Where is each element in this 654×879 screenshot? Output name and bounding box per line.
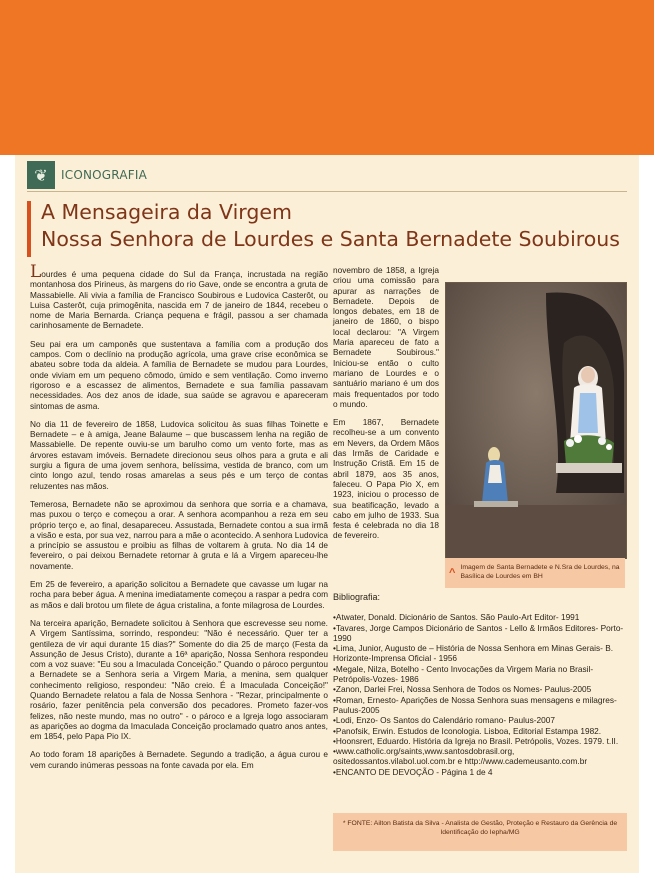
- bibliography: [333, 592, 627, 777]
- paragraph-8: novembro de 1858, a Igreja criou uma comissão para apurar as narrações de Bernadete. Depois de longos debates, em 18 de janeiro de 1860, o bispo local declarou: "A Virgem Maria apareceu de fato a Bernadete Soubirous." Iniciou-se então o culto mariano de Lourdes e o santuário mariano é um dos mais frequentados por todo o mundo.: [333, 265, 439, 409]
- paragraph-1-text: ourdes é uma pequena cidade do Sul da França, incrustada na região montanhosa dos Pirineus, às margens do rio Gave, onde se encontra a gruta de Massabielle. Ali vivia a família de Francisco Soubirous e Ludovica Casterôt, ou Luisa Casterôt, cuja primogênita, nascida em 7 de janeiro de 1844, recebeu o nome de Maria Bernarda. Criança pequena e frágil, passou a ser chamada carinhosamente de Bernadete.: [30, 269, 328, 331]
- section-label: ICONOGRAFIA: [61, 168, 147, 182]
- text-column-1: [30, 262, 328, 778]
- bibliography-item: •Megale, Nilza, Botelho - Cento Invocações da Virgem Maria no Brasil- Petrópolis-Vozes- 1986: [333, 663, 594, 685]
- photo-caption: [445, 558, 625, 588]
- bibliography-item: •Panofsik, Erwin. Estudos de Iconologia. Lisboa, Editorial Estampa 1982.: [333, 725, 602, 736]
- section-header: [27, 161, 147, 189]
- title-line-1: A Mensageira da Virgem: [41, 200, 292, 224]
- paragraph-7: Ao todo foram 18 aparições à Bernadete. Segundo a tradição, a água curou e vem curando inúmeras pessoas na fonte cavada por ela. Em: [30, 749, 328, 770]
- source-credit-text: * FONTE: Ailton Batista da Silva - Analista de Gestão, Proteção e Restauro da Gerência de Identificação do Iepha/MG: [342, 820, 618, 836]
- bibliography-item: •Roman, Ernesto- Aparições de Nossa Senhora suas mensagens e milagres- Paulus-2005: [333, 694, 617, 715]
- bibliography-item: •Lima, Junior, Augusto de – História de Nossa Senhora em Minas Gerais- B. Horizonte-Imprensa Oficial - 1956: [333, 643, 614, 664]
- bibliography-item: •Tavares, Jorge Campos Dicionário de Santos - Lello & Irmãos Editores- Porto- 1990: [333, 622, 624, 643]
- bibliography-item: •ENCANTO DE DEVOÇÃO - Página 1 de 4: [333, 766, 493, 777]
- text-column-2: [333, 265, 439, 549]
- bibliography-link-item[interactable]: •www.catholic.org/saints,www.santosdobrasil.org, ositedossantos.vilabol.uol.com.br e http://www.cademeusanto.com.br: [333, 746, 588, 767]
- title-text: [41, 199, 620, 253]
- paragraph-2: Seu pai era um camponês que sustentava a família com a produção dos campos. Com o declínio na produção agrícola, uma grave crise econômica se abateu sobre toda da aldeia. A família de Bernadete se mudou para Lourdes, onde viviam em um pequeno cômodo, úmido e sem ventilação. Como inverno rigoroso e a escassez de alimentos, Bernadete e sua família passavam necessidades. Aos dez anos de idade, sua saúde se agravou e apareceram sintomas de asma.: [30, 338, 328, 411]
- grotto-photo: [445, 282, 627, 559]
- title-line-2: Nossa Senhora de Lourdes e Santa Bernadete Soubirous: [41, 227, 620, 251]
- paragraph-3: No dia 11 de fevereiro de 1858, Ludovica solicitou às suas filhas Toinette e Bernadete – e à amiga, Jeane Balaume – que buscassem lenha na região de Massabielle. De repente ouviu-se um barulho como um vento forte, mas as árvores estavam imóveis. Bernadete direcionou seus olhos para a gruta e ali surgiu a figura de uma jovem senhora, belíssima, vestida de branco, com um cinto longo azul, tendo rosas amarelas a seus pés e um terço de contas reluzentes nas mãos.: [30, 418, 328, 491]
- paragraph-4: Temerosa, Bernadete não se aproximou da senhora que sorria e a chamava, mas puxou o terço e começou a orar. A senhora acompanhou a reza em seu próprio terço e, ao final, desapareceu. Assustada, Bernadete contou a sua irmã a visão e esta, por sua vez, narrou para a mãe o acontecido. A senhora Ludovica a princípio se assustou e proibiu as filhas de voltarem à gruta. No dia 14 de fevereiro, o pai deixou Bernadete retornar à gruta e lá a Virgem apareceu-lhe novamente.: [30, 498, 328, 571]
- caption-marker-icon: ^: [449, 567, 456, 579]
- article-title: [27, 199, 627, 261]
- bibliography-list: [333, 612, 627, 777]
- paragraph-9: Em 1867, Bernadete recolheu-se a um convento em Nevers, da Ordem Mãos das Irmãs de Caridade e Instrução Cristã. Em 15 de abril 1879, aos 35 anos, faleceu. O Papa Pio X, em 1923, iniciou o processo de sua beatificação, levado a cabo em julho de 1933. Sua festa é celebrada no dia 18 de fevereiro.: [333, 417, 439, 541]
- bibliography-item: •Atwater, Donald. Dicionário de Santos. São Paulo-Art Editor- 1991: [333, 612, 580, 623]
- paragraph-6: Na terceira aparição, Bernadete solicitou à Senhora que escrevesse seu nome. A Virgem Santíssima, sorrindo, respondeu: "Não é necessário. Quer ter a gentileza de vir aqui durante 15 dias?" Somente do dia 25 de março (Festa da Assunção de Jesus Cristo), durante a 16ª aparição, Nossa Senhora respondeu com a voz suave: "Eu sou a Imaculada Conceição." Quando o pároco perguntou a Bernadete se a Senhora seria a Virgem Maria, a menina, sem qualquer conhecimento religioso, respondeu: "Não creio. É a Imaculada Conceição!" Quando Bernadete relatou a fala de Nossa Senhora - "Rezar, principalmente o rosário, fazer penitência pela conversão dos pecadores. Prometo fazer-vos felizes, não neste mundo, mas no outro" - o pároco e a Igreja logo associaram as aparições ao dogma da Imaculada Conceição proclamado quatro anos antes, em 1854, pelo Papa Pio IX.: [30, 617, 328, 742]
- bibliography-title: Bibliografia:: [333, 592, 381, 602]
- top-orange-banner: [0, 0, 654, 155]
- bibliography-item: •Lodi, Enzo- Os Santos do Calendário romano- Paulus-2007: [333, 715, 555, 726]
- header-divider: [27, 191, 627, 192]
- article-panel: [15, 155, 639, 873]
- bibliography-item: •Hoonsrert, Eduardo. História da Igreja no Brasil. Petrópolis, Vozes. 1979. t.II.: [333, 735, 619, 746]
- drop-cap: L: [30, 262, 42, 282]
- iconografia-logo-icon: ❦: [27, 161, 55, 189]
- source-credit-box: [333, 813, 627, 851]
- bibliography-item: •Zanon, Darlei Frei, Nossa Senhora de Todos os Nomes- Paulus-2005: [333, 684, 592, 695]
- paragraph-5: Em 25 de fevereiro, a aparição solicitou a Bernadete que cavasse um lugar na rocha para beber água. A menina imediatamente começou a raspar a pedra com as mãos e dali brotou um filete de água cristalina, a fonte milagrosa de Lourdes.: [30, 579, 328, 610]
- grotto-photo-illustration: [446, 283, 626, 558]
- title-accent-bar: [27, 201, 31, 257]
- paragraph-1: [30, 262, 328, 331]
- caption-text: Imagem de Santa Bernadete e N.Sra de Lourdes, na Basílica de Lourdes em BH: [460, 564, 620, 580]
